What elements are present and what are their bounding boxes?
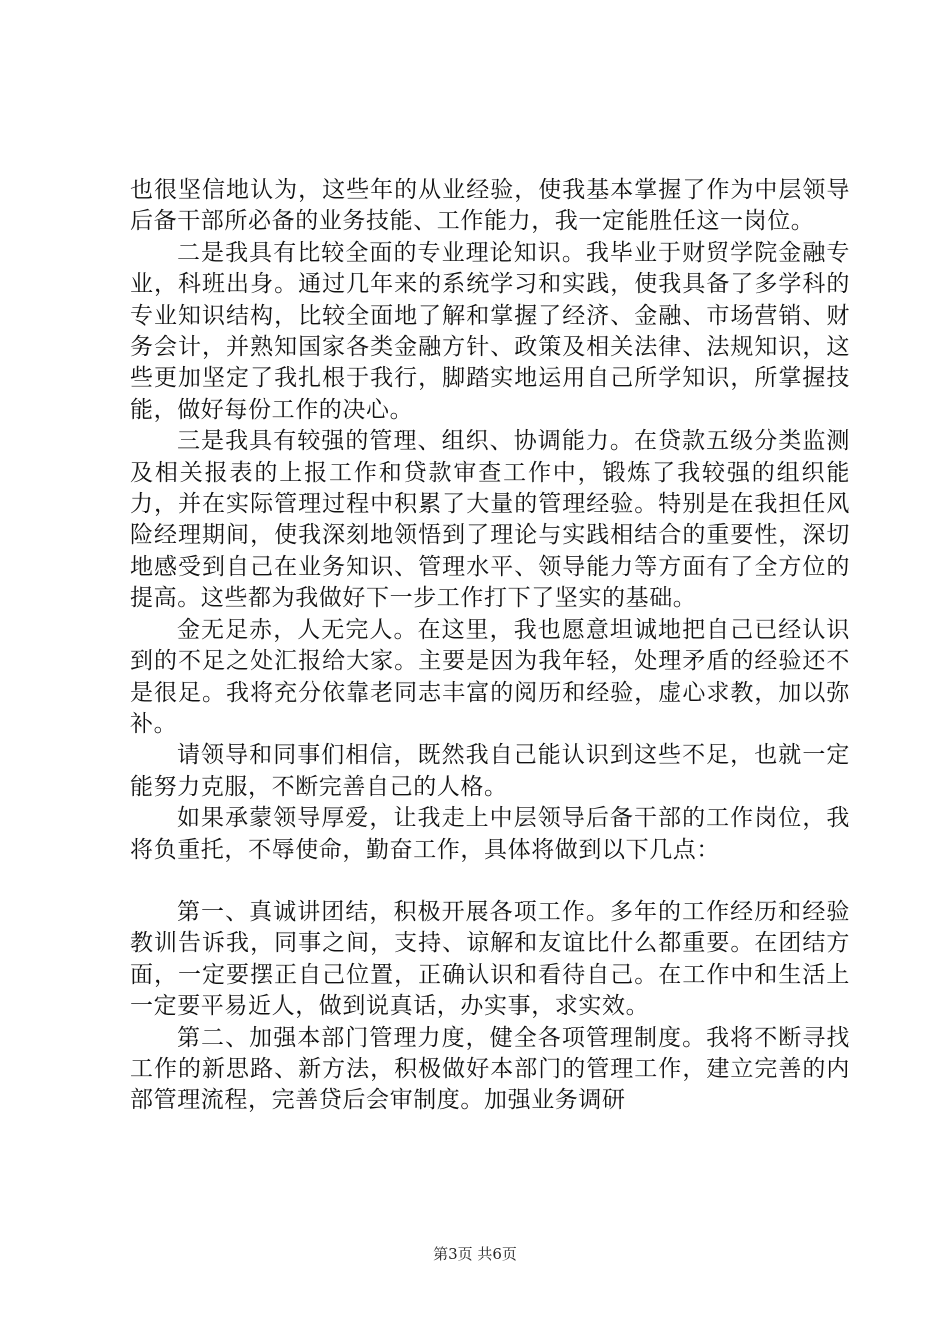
page-number-footer: 第3页 共6页 bbox=[433, 1245, 517, 1263]
paragraph-commitment: 如果承蒙领导厚爱，让我走上中层领导后备干部的工作岗位，我将负重托，不辱使命，勤奋工作，具体将做到以下几点： bbox=[130, 805, 850, 863]
paragraph-management-ability: 三是我具有较强的管理、组织、协调能力。在贷款五级分类监测及相关报表的上报工作和贷款审查工作中，锻炼了我较强的组织能力，并在实际管理过程中积累了大量的管理经验。特别是在我担任风险经理期间，使我深刻地领悟到了理论与实践相结合的重要性，深切地感受到自己在业务知识、管理水平、领导能力等方面有了全方位的提高。这些都为我做好下一步工作打下了坚实的基础。 bbox=[130, 428, 850, 612]
paragraph-point-two: 第二、加强本部门管理力度，健全各项管理制度。我将不断寻找工作的新思路、新方法，积极做好本部门的管理工作，建立完善的内部管理流程，完善贷后会审制度。加强业务调研 bbox=[130, 1024, 850, 1114]
paragraph-request: 请领导和同事们相信，既然我自己能认识到这些不足，也就一定能努力克服，不断完善自己的人格。 bbox=[130, 742, 850, 800]
document-body bbox=[130, 175, 850, 1117]
paragraph-continuation: 也很坚信地认为，这些年的从业经验，使我基本掌握了作为中层领导后备干部所必备的业务技能、工作能力，我一定能胜任这一岗位。 bbox=[130, 177, 850, 235]
paragraph-professional-knowledge: 二是我具有比较全面的专业理论知识。我毕业于财贸学院金融专业，科班出身。通过几年来的系统学习和实践，使我具备了多学科的专业知识结构，比较全面地了解和掌握了经济、金融、市场营销、财务会计，并熟知国家各类金融方针、政策及相关法律、法规知识，这些更加坚定了我扎根于我行，脚踏实地运用自己所学知识，所掌握技能，做好每份工作的决心。 bbox=[130, 239, 850, 423]
paragraph-shortcomings: 金无足赤，人无完人。在这里，我也愿意坦诚地把自己已经认识到的不足之处汇报给大家。主要是因为我年轻，处理矛盾的经验还不是很足。我将充分依靠老同志丰富的阅历和经验，虚心求教，加以弥补。 bbox=[130, 616, 850, 737]
paragraph-gap bbox=[130, 866, 850, 897]
paragraph-point-one: 第一、真诚讲团结，积极开展各项工作。多年的工作经历和经验教训告诉我，同事之间，支持、谅解和友谊比什么都重要。在团结方面，一定要摆正自己位置，正确认识和看待自己。在工作中和生活上一定要平易近人，做到说真话，办实事，求实效。 bbox=[130, 898, 850, 1020]
